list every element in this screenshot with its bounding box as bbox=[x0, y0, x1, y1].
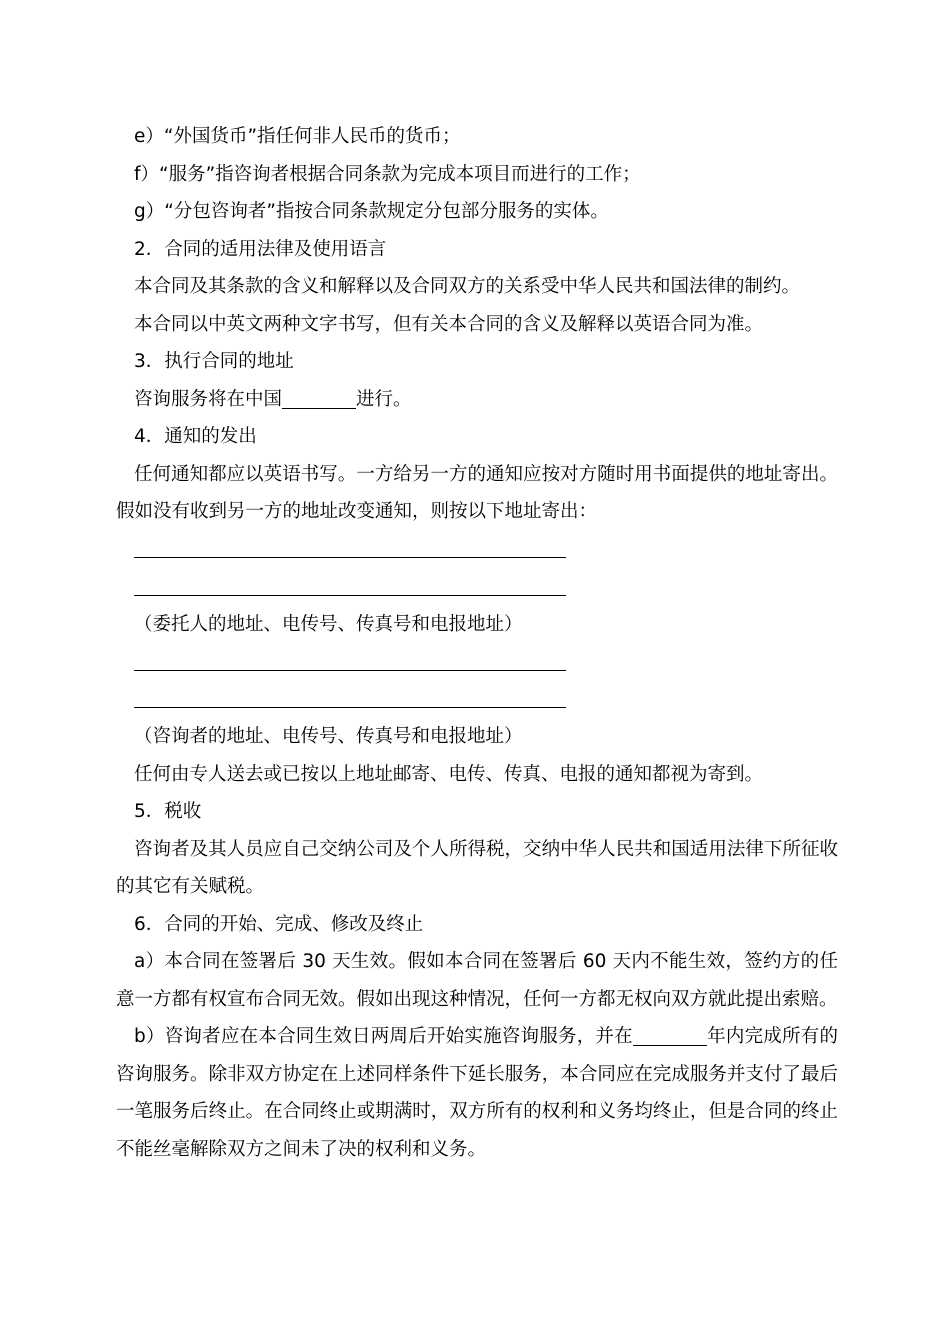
section-2-paragraph-1: 本合同及其条款的含义和解释以及合同双方的关系受中华人民共和国法律的制约。 bbox=[134, 276, 801, 297]
section-2-heading: 2．合同的适用法律及使用语言 bbox=[134, 238, 387, 260]
definition-g: g）“分包咨询者”指按合同条款规定分包部分服务的实体。 bbox=[134, 201, 609, 222]
consultant-address-caption: （咨询者的地址、电传号、传真号和电报地址） bbox=[134, 726, 523, 747]
blank-rule bbox=[134, 595, 566, 596]
client-address-line-1[interactable] bbox=[134, 531, 838, 569]
document-body bbox=[116, 118, 838, 1168]
consultant-address-line-2[interactable] bbox=[134, 681, 838, 719]
clause-b-text-after: 年内完成所有的咨询服务。除非双方协定在上述同样条件下延长服务，本合同应在完成服务并支付了最后一笔服务后终止。在合同终止或期满时，双方所有的权利和义务均终止，但是合同的终止不能丝毫解除双方之间未了决的权利和义务。 bbox=[116, 1026, 838, 1160]
years-fill-blank[interactable] bbox=[633, 1027, 707, 1047]
client-address-line-2[interactable] bbox=[134, 568, 838, 606]
definition-e: e）“外国货币”指任何非人民币的货币； bbox=[134, 126, 461, 147]
section-3-paragraph bbox=[116, 381, 838, 419]
blank-rule bbox=[134, 707, 566, 708]
section-6-clause-b bbox=[116, 1018, 838, 1168]
client-address-caption: （委托人的地址、电传号、传真号和电报地址） bbox=[134, 613, 523, 635]
section-6-heading: 6．合同的开始、完成、修改及终止 bbox=[134, 913, 424, 935]
definition-f: f）“服务”指咨询者根据合同条款为完成本项目而进行的工作； bbox=[134, 163, 641, 185]
section-4-heading: 4．通知的发出 bbox=[134, 426, 257, 447]
clause-b-text-before: b）咨询者应在本合同生效日两周后开始实施咨询服务，并在 bbox=[134, 1026, 633, 1047]
section-5-heading: 5．税收 bbox=[134, 801, 202, 822]
location-fill-blank[interactable] bbox=[282, 389, 356, 409]
section-3-text-after: 进行。 bbox=[356, 388, 412, 410]
section-2-paragraph-2: 本合同以中英文两种文字书写，但有关本合同的含义及解释以英语合同为准。 bbox=[134, 313, 764, 335]
section-6-clause-a: a）本合同在签署后 30 天生效。假如本合同在签署后 60 天内不能生效，签约方的任意一方都有权宣布合同无效。假如出现这种情况，任何一方都无权向双方就此提出索赔。 bbox=[116, 951, 838, 1010]
blank-rule bbox=[134, 557, 566, 558]
section-4-paragraph-2: 任何由专人送去或已按以上地址邮寄、电传、传真、电报的通知都视为寄到。 bbox=[134, 763, 764, 785]
section-5-paragraph: 咨询者及其人员应自己交纳公司及个人所得税，交纳中华人民共和国适用法律下所征收的其它有关赋税。 bbox=[116, 838, 838, 897]
section-3-heading: 3．执行合同的地址 bbox=[134, 351, 294, 372]
section-4-paragraph-1: 任何通知都应以英语书写。一方给另一方的通知应按对方随时用书面提供的地址寄出。假如没有收到另一方的地址改变通知，则按以下地址寄出： bbox=[116, 463, 838, 522]
section-3-text-before: 咨询服务将在中国 bbox=[134, 388, 283, 410]
consultant-address-line-1[interactable] bbox=[134, 643, 838, 681]
blank-rule bbox=[134, 670, 566, 671]
